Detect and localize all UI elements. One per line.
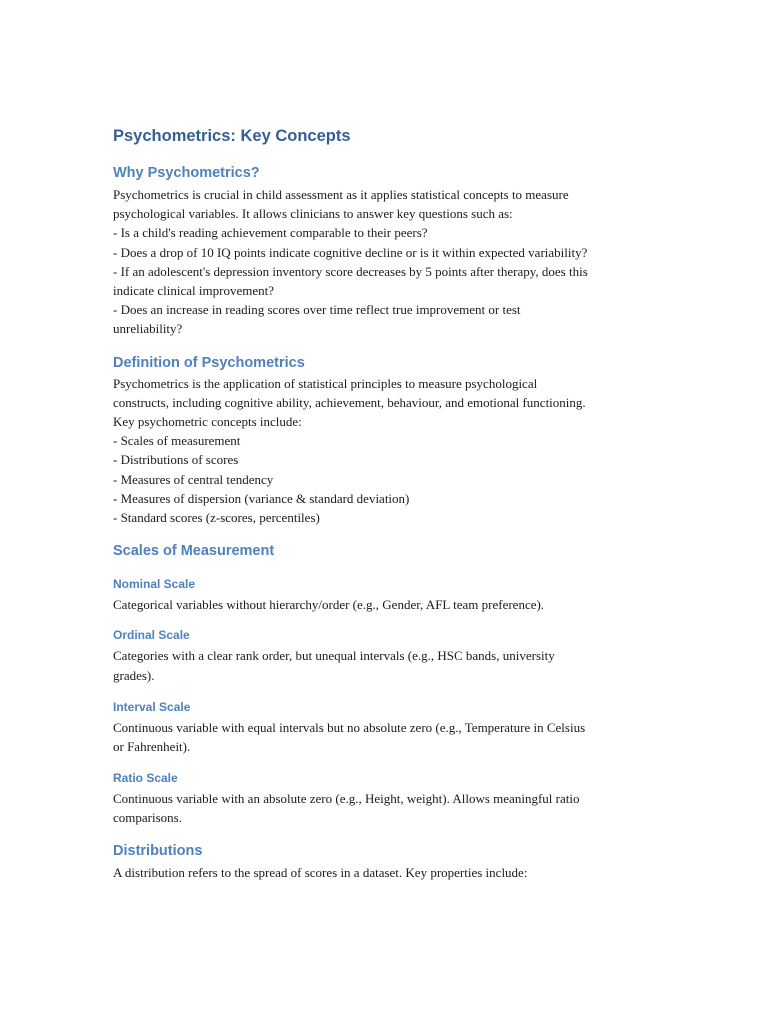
subheading-nominal-scale: Nominal Scale (113, 577, 196, 592)
body-line: comparisons. (113, 810, 182, 826)
body-line: Psychometrics is crucial in child assessment as it applies statistical concepts to measure (113, 187, 569, 202)
body-line: constructs, including cognitive ability, achievement, behaviour, and emotional functioning. (113, 394, 586, 410)
body-line: psychological variables. It allows clinicians to answer key questions such as: (113, 206, 513, 222)
body-line: Categorical variables without hierarchy/order (e.g., Gender, AFL team preference). (113, 597, 545, 613)
body-line: Categories with a clear rank order, but unequal intervals (e.g., HSC bands, university (113, 648, 555, 664)
body-line: or Fahrenheit). (113, 739, 191, 755)
bullet-item: - If an adolescent's depression inventory score decreases by 5 points after therapy, does this (113, 263, 588, 279)
section-body-definition (113, 374, 653, 528)
bullet-item: - Does a drop of 10 IQ points indicate cognitive decline or is it within expected variability? (113, 244, 588, 260)
section-heading-why: Why Psychometrics? (113, 165, 260, 181)
section-heading-scales: Scales of Measurement (113, 543, 275, 560)
section-heading-distributions: Distributions (113, 842, 203, 859)
bullet-item: - Standard scores (z-scores, percentiles) (113, 510, 320, 526)
subheading-ordinal-scale: Ordinal Scale (113, 628, 190, 643)
bullet-item: - Measures of central tendency (113, 471, 274, 487)
document-title: Psychometrics: Key Concepts (113, 127, 351, 145)
section-body-why (113, 185, 653, 339)
body-interval-scale (113, 718, 653, 756)
bullet-item: - Is a child's reading achievement comparable to their peers? (113, 225, 428, 241)
bullet-item: - Does an increase in reading scores over time reflect true improvement or test (113, 302, 521, 318)
bullet-item: - Distributions of scores (113, 452, 239, 468)
body-line: Psychometrics is the application of statistical principles to measure psychological (113, 375, 538, 391)
subheading-ratio-scale: Ratio Scale (113, 771, 178, 786)
body-line: Continuous variable with equal intervals but no absolute zero (e.g., Temperature in Celsius (113, 719, 586, 735)
document-page (113, 124, 653, 882)
body-line: Key psychometric concepts include: (113, 414, 302, 430)
body-line: indicate clinical improvement? (113, 283, 274, 299)
bullet-item: - Measures of dispersion (variance & standard deviation) (113, 490, 410, 506)
body-ratio-scale (113, 789, 653, 827)
subheading-interval-scale: Interval Scale (113, 699, 191, 714)
section-body-distributions (113, 863, 653, 882)
body-ordinal-scale (113, 646, 653, 684)
body-line: A distribution refers to the spread of scores in a dataset. Key properties include: (113, 864, 528, 880)
bullet-item: - Scales of measurement (113, 433, 241, 449)
body-nominal-scale (113, 595, 653, 614)
body-line: unreliability? (113, 321, 183, 337)
body-line: Continuous variable with an absolute zero (e.g., Height, weight). Allows meaningful ratio (113, 791, 580, 807)
section-heading-definition: Definition of Psychometrics (113, 354, 305, 371)
body-line: grades). (113, 667, 155, 683)
